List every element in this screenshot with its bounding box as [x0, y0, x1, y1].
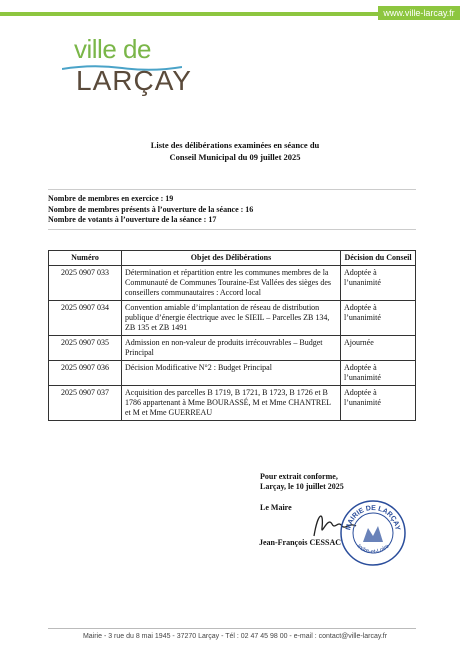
count-votants: Nombre de votants à l’ouverture de la séance : 17 — [48, 215, 217, 224]
title-line1: Liste des délibérations examinées en séance du — [150, 140, 320, 150]
title-line2: Conseil Municipal du 09 juillet 2025 — [169, 152, 301, 162]
certification-line2: Larçay, le 10 juillet 2025 — [260, 482, 344, 491]
official-seal-icon — [338, 498, 408, 568]
certification-line1: Pour extrait conforme, — [260, 472, 338, 481]
row-objet: Convention amiable d’implantation de réseau de distribution publique d’énergie électrique avec le SIEIL – Parcelles ZB 134, ZB 135 et ZB 1491 — [122, 301, 341, 336]
row-objet: Détermination et répartition entre les communes membres de la Communauté de Communes Touraine-Est Vallées des sièges des conseillers communautaires : Accord local — [122, 266, 341, 301]
member-counts — [48, 194, 253, 226]
header-decision: Décision du Conseil — [341, 251, 416, 266]
top-green-line — [0, 12, 380, 16]
row-numero: 2025 0907 033 — [49, 266, 122, 301]
row-numero: 2025 0907 036 — [49, 361, 122, 386]
footer-address: Mairie - 3 rue du 8 mai 1945 - 37270 Larçay - Tél : 02 47 45 98 00 - e-mail : contact@ville-larcay.fr — [82, 633, 388, 640]
row-objet: Admission en non-valeur de produits irrécouvrables – Budget Principal — [122, 336, 341, 361]
header-objet: Objet des Délibérations — [122, 251, 341, 266]
document-title — [110, 139, 360, 163]
row-objet: Décision Modificative N°2 : Budget Principal — [122, 361, 341, 386]
count-presents: Nombre de membres présents à l’ouverture de la séance : 16 — [48, 204, 254, 214]
logo-line2: LARÇAY — [76, 65, 192, 96]
table-header-row — [49, 251, 416, 266]
logo-line1: ville de — [74, 34, 151, 64]
footer-separator — [48, 628, 416, 629]
town-logo — [62, 34, 192, 96]
table-row — [49, 301, 416, 336]
header-numero: Numéro — [49, 251, 122, 266]
row-objet: Acquisition des parcelles B 1719, B 1721, B 1723, B 1726 et B 1786 appartenant à Mme BOURASSÉ, M et Mme CHANTREL et M et Mme GUERREAU — [122, 386, 341, 421]
count-exercice: Nombre de membres en exercice : 19 — [48, 194, 174, 203]
separator — [48, 229, 416, 230]
maire-label: Le Maire — [260, 503, 292, 512]
table-row — [49, 266, 416, 301]
row-numero: 2025 0907 037 — [49, 386, 122, 421]
seal-top-text: MAIRIE DE LARÇAY — [345, 504, 401, 531]
row-numero: 2025 0907 034 — [49, 301, 122, 336]
row-decision: Adoptée à l’unanimité — [341, 386, 416, 421]
website-url: www.ville-larcay.fr — [378, 6, 460, 20]
top-bar — [0, 0, 470, 22]
certification — [260, 472, 344, 492]
table-row — [49, 336, 416, 361]
table-row — [49, 386, 416, 421]
row-decision: Adoptée à l’unanimité — [341, 266, 416, 301]
row-decision: Adoptée à l’unanimité — [341, 301, 416, 336]
separator — [48, 189, 416, 190]
deliberations-table — [48, 250, 416, 421]
signer-name: Jean-François CESSAC — [259, 538, 342, 547]
row-numero: 2025 0907 035 — [49, 336, 122, 361]
row-decision: Ajournée — [341, 336, 416, 361]
seal-bottom-text: Indre-et-Loire — [355, 543, 391, 556]
row-decision: Adoptée à l’unanimité — [341, 361, 416, 386]
svg-text:Indre-et-Loire — [355, 543, 391, 555]
table-row — [49, 361, 416, 386]
